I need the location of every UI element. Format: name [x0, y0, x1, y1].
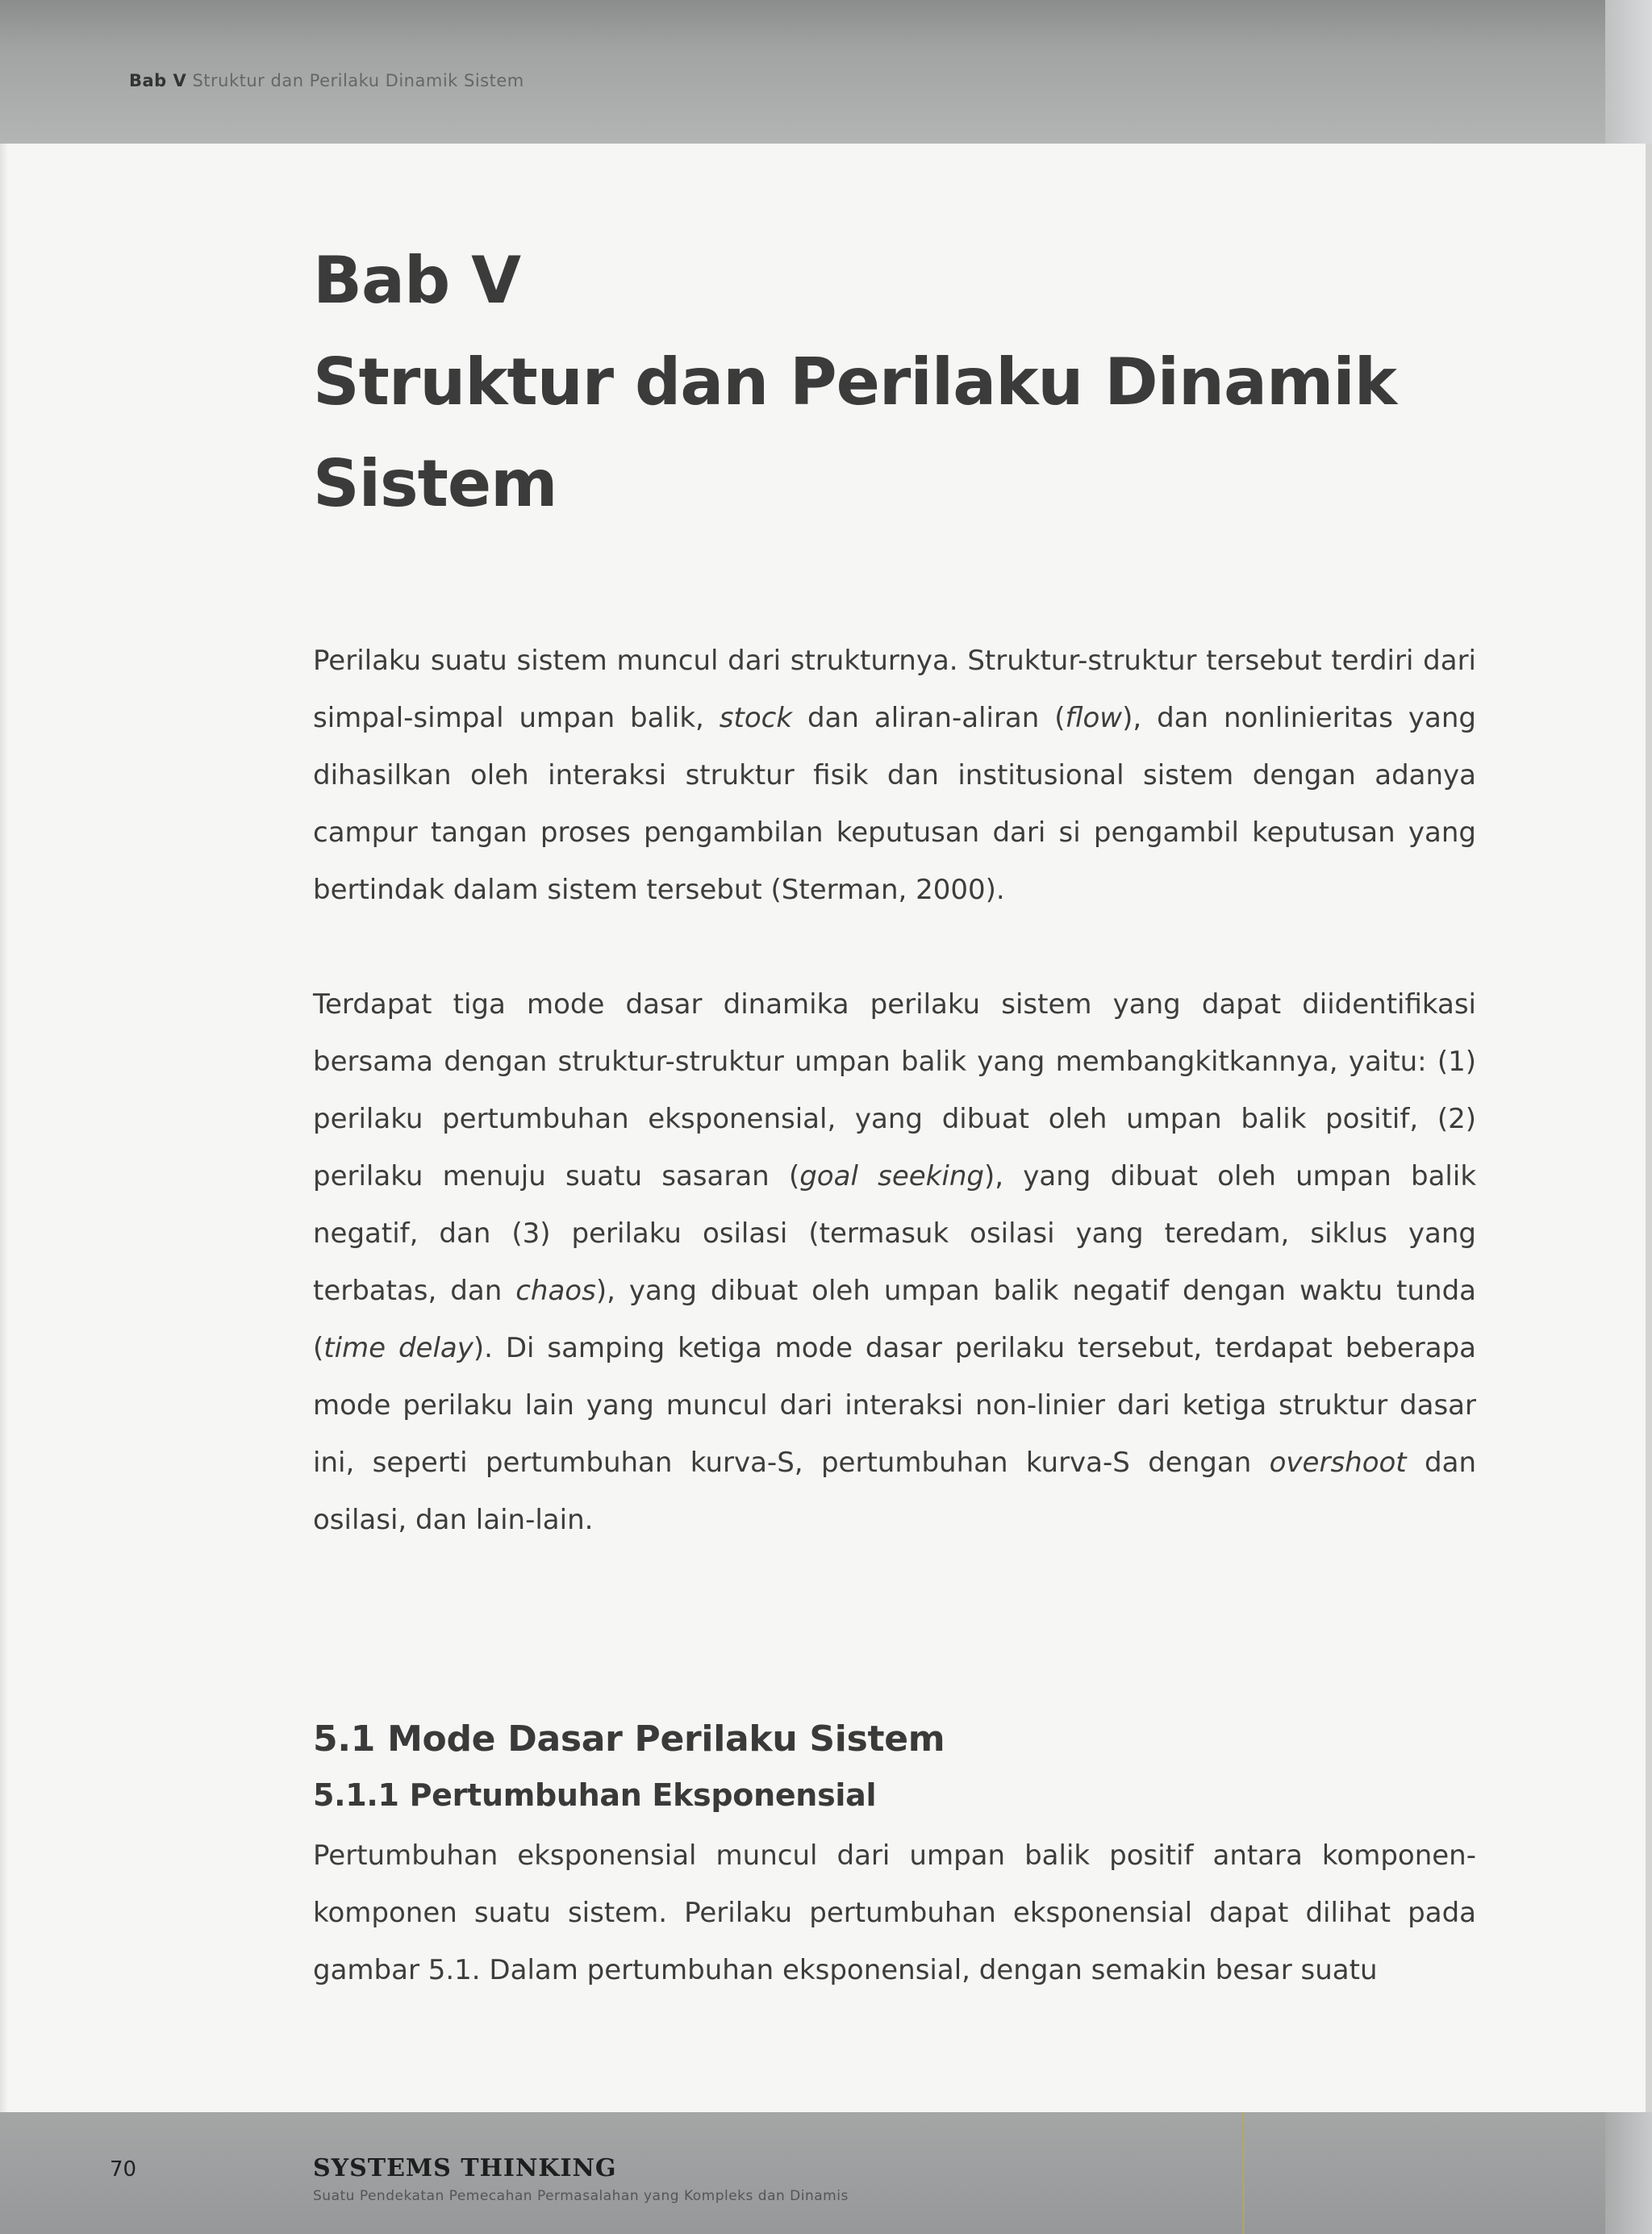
running-head-chapter: Bab V [129, 71, 187, 90]
running-head [129, 71, 524, 90]
text-run: ), dan nonlinieritas yang dihasilkan oleh interaksi struktur fisik dan institusional sistem dengan adanya campur tangan proses pengambilan keputusan dari si pengambil keputusan yang bertindak dalam sistem tersebut (Sterman, 2000). [313, 702, 1477, 906]
text-run: Terdapat tiga mode dasar dinamika perilaku sistem yang dapat diidentifikasi bersama dengan struktur-struktur umpan balik yang membangkitkannya, yaitu: (1) perilaku pertumbuhan eksponensial, yang dibuat oleh umpan balik positif, (2) perilaku menuju suatu sasaran ( [313, 988, 1476, 1192]
chapter-title-line: Struktur dan Perilaku Dinamik [313, 344, 1396, 420]
text-run: dan aliran-aliran ( [792, 702, 1066, 734]
italic-term: overshoot [1269, 1447, 1407, 1479]
chapter-title [313, 230, 1523, 535]
italic-term: goal seeking [799, 1160, 984, 1192]
italic-term: stock [719, 702, 793, 734]
chapter-number: Bab V [313, 243, 520, 318]
text-run: ), yang dibuat oleh umpan balik negatif, dan (3) perilaku osilasi (termasuk osilasi yang teredam, siklus yang terbatas, dan [313, 1160, 1477, 1307]
text-run: Pertumbuhan eksponensial muncul dari umpan balik positif antara komponen-komponen suatu sistem. Perilaku pertumbuhan eksponensial dapat dilihat pada gambar 5.1. Dalam pertumbuhan eksponensial, dengan semakin besar suatu [313, 1839, 1476, 1986]
italic-term: flow [1065, 702, 1123, 734]
chapter-title-line: Sistem [313, 446, 557, 521]
body-paragraph [313, 976, 1476, 1549]
text-run: ). Di samping ketiga mode dasar perilaku tersebut, terdapat beberapa mode perilaku lain yang muncul dari interaksi non-linier dari ketiga struktur dasar ini, seperti pertumbuhan kurva-S, pertumbuhan kurva-S dengan [313, 1332, 1476, 1479]
page-fold [1605, 0, 1652, 144]
text-run: ), yang dibuat oleh umpan balik negatif dengan waktu tunda ( [313, 1275, 1476, 1364]
text-run: dan osilasi, dan lain-lain. [313, 1447, 1476, 1536]
section-heading: 5.1 Mode Dasar Perilaku Sistem [313, 1718, 945, 1760]
body-paragraph [313, 633, 1476, 919]
text-run: Perilaku suatu sistem muncul dari strukturnya. Struktur-struktur tersebut terdiri dari simpal-simpal umpan balik, [313, 645, 1476, 734]
italic-term: time delay [323, 1332, 473, 1364]
subsection-heading: 5.1.1 Pertumbuhan Eksponensial [313, 1777, 877, 1813]
header-band [0, 0, 1652, 144]
footer-band [0, 2112, 1652, 2234]
book-subtitle: Suatu Pendekatan Pemecahan Permasalahan yang Kompleks dan Dinamis [313, 2188, 849, 2204]
book-title: SYSTEMS THINKING [313, 2154, 617, 2182]
running-head-title: Struktur dan Perilaku Dinamik Sistem [192, 71, 524, 90]
page-edge [1646, 144, 1652, 2112]
fold-line [1242, 2112, 1245, 2234]
page-number: 70 [110, 2157, 137, 2182]
italic-term: chaos [515, 1275, 596, 1307]
page-fold [1605, 2112, 1652, 2234]
body-paragraph [313, 1827, 1476, 1999]
gutter-shadow [0, 144, 8, 2112]
